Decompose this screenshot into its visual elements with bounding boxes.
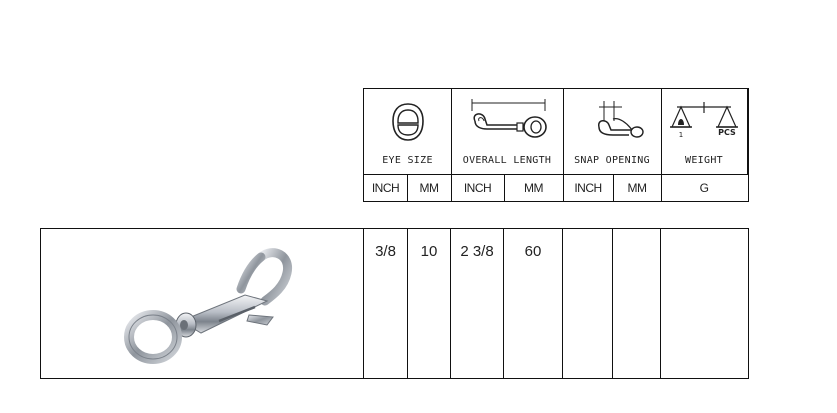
unit-cell: MM bbox=[504, 175, 564, 201]
eye-size-mm-value: 10 bbox=[408, 229, 451, 378]
eye-ring-icon bbox=[364, 101, 451, 148]
eye-size-inch-value: 3/8 bbox=[364, 229, 408, 378]
snap-opening-inch-value bbox=[563, 229, 613, 378]
swivel-snap-hook-image bbox=[41, 229, 364, 377]
overall-length-inch-value: 2 3/8 bbox=[451, 229, 504, 378]
header-label: OVERALL LENGTH bbox=[462, 155, 552, 166]
header-label: EYE SIZE bbox=[382, 155, 433, 166]
product-row-table bbox=[40, 228, 749, 379]
product-image-cell bbox=[41, 229, 364, 378]
overall-length-mm-value: 60 bbox=[504, 229, 563, 378]
unit-cell: INCH bbox=[364, 175, 408, 201]
scale-icon bbox=[661, 99, 747, 144]
scale-quantity-text: 1 bbox=[678, 131, 684, 139]
header-weight bbox=[661, 89, 748, 174]
snap-opening-icon bbox=[563, 97, 661, 146]
weight-value bbox=[661, 229, 747, 378]
scale-pcs-text: PCS bbox=[718, 128, 736, 137]
header-label: SNAP OPENING bbox=[574, 155, 650, 166]
spec-header-table bbox=[363, 88, 749, 202]
unit-cell: INCH bbox=[451, 175, 505, 201]
unit-cell: MM bbox=[613, 175, 662, 201]
unit-cell: G bbox=[699, 181, 709, 195]
snap-opening-mm-value bbox=[613, 229, 661, 378]
unit-cell: INCH bbox=[563, 175, 614, 201]
header-snap-opening bbox=[563, 89, 662, 174]
header-label: WEIGHT bbox=[685, 155, 723, 166]
length-hook-icon bbox=[451, 97, 563, 146]
unit-cell: MM bbox=[407, 175, 452, 201]
header-overall-length bbox=[451, 89, 564, 174]
header-eye-size bbox=[364, 89, 452, 174]
units-row bbox=[364, 174, 748, 201]
